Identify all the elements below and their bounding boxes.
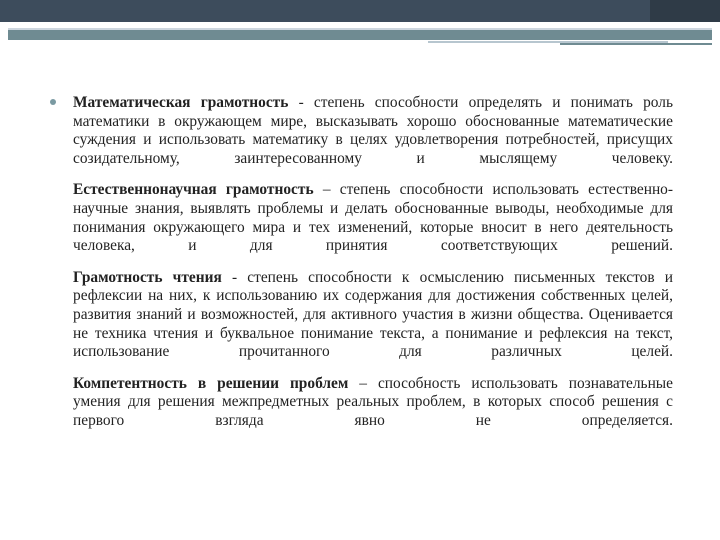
definition-math-literacy: - степень способности определять и понимать роль математики в окружающем мире, высказывать хорошо обоснованные математические суждения и использовать математику в целях удовлетворения потребностей, присущих созидательному, заинтересованному и мыслящему человеку. — [73, 94, 673, 167]
bullet-dot-icon — [50, 99, 56, 105]
definition-reading-literacy: - степень способности к осмыслению письменных текстов и рефлексии на них, к использованию их содержания для достижения собственных целей, развития знаний и возможностей, для активного участия в жизни общества. Оценивается не техника чтения и буквальное понимание текста, а понимание и рефлексия на текст, использование прочитанного для различных целей. — [73, 268, 673, 361]
term-math-literacy: Математическая грамотность — [73, 94, 289, 111]
definition-science-literacy: – степень способности использовать естественно-научные знания, выявлять проблемы и делать обоснованные выводы, необходимые для понимания окружающего мира и тех изменений, которые вносит в него деятельность человека, и для принятия соответствующих решений. — [73, 181, 674, 255]
header-rule-teal — [8, 30, 712, 40]
term-problem-solving: Компетентность в решении проблем — [73, 374, 349, 392]
term-reading-literacy: Грамотность чтения — [73, 268, 222, 286]
header-rule-accent-dark — [560, 43, 712, 45]
paragraph-science-literacy — [73, 181, 673, 255]
term-science-literacy: Естественнонаучная грамотность — [73, 181, 314, 199]
slide-top-bar — [0, 0, 720, 22]
definition-problem-solving: – способность использовать познавательные умения для решения межпредметных реальных проблем, в которых способ решения с первого взгляда явно не определяется. — [73, 374, 673, 429]
paragraph-reading-literacy — [73, 269, 673, 362]
slide-content — [73, 94, 673, 431]
slide-top-bar-accent — [650, 0, 720, 22]
paragraph-math-literacy — [73, 94, 673, 168]
paragraph-problem-solving — [73, 375, 673, 431]
